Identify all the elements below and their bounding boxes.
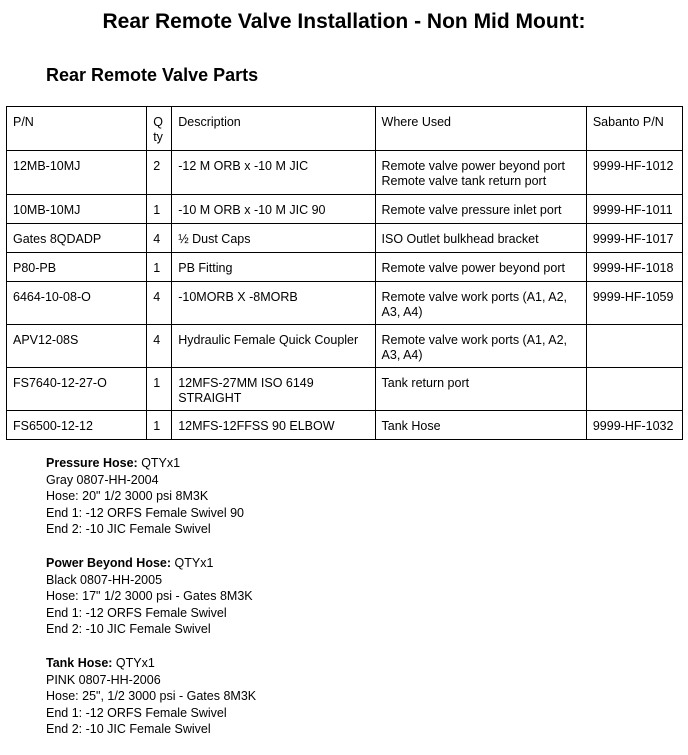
table-row (7, 195, 683, 224)
cell-description: -10 M ORB x -10 M JIC 90 (172, 195, 375, 224)
table-row (7, 151, 683, 195)
where-used-line: A3, A4) (381, 305, 423, 319)
cell-pn: Gates 8QDADP (7, 224, 147, 253)
cell-pn: 6464-10-08-O (7, 282, 147, 325)
where-used-line: Remote valve work ports (A1, A2, (381, 290, 568, 304)
hose-qty: QTYx1 (171, 555, 214, 570)
hose-color-pn: Gray 0807-HH-2004 (46, 472, 159, 487)
hose-block-pressure (46, 455, 256, 538)
hose-qty: QTYx1 (112, 655, 155, 670)
where-used-line: A3, A4) (381, 348, 423, 362)
hose-end-2: End 2: -10 JIC Female Swivel (46, 722, 211, 737)
cell-description: ½ Dust Caps (172, 224, 375, 253)
hose-spec: Hose: 17" 1/2 3000 psi - Gates 8M3K (46, 589, 253, 604)
cell-qty: 1 (147, 253, 172, 282)
hose-end-1: End 1: -12 ORFS Female Swivel (46, 705, 227, 720)
hose-heading (46, 655, 256, 672)
table-row (7, 224, 683, 253)
description-line: STRAIGHT (178, 391, 242, 405)
cell-qty: 2 (147, 151, 172, 195)
table-row (7, 253, 683, 282)
table-header-row (7, 107, 683, 151)
hose-color-pn: PINK 0807-HH-2006 (46, 672, 161, 687)
hose-end-2: End 2: -10 JIC Female Swivel (46, 622, 211, 637)
header-qty-line1: Q (153, 115, 163, 129)
cell-sabanto-pn: 9999-HF-1011 (586, 195, 682, 224)
hose-qty: QTYx1 (137, 456, 181, 470)
cell-sabanto-pn: 9999-HF-1032 (586, 411, 682, 440)
hose-name: Tank Hose: (46, 655, 113, 670)
cell-description (172, 368, 375, 411)
description-line: 12MFS-27MM ISO 6149 (178, 376, 314, 390)
cell-description: 12MFS-12FFSS 90 ELBOW (172, 411, 375, 440)
section-title: Rear Remote Valve Parts (46, 65, 259, 85)
cell-where-used: Remote valve pressure inlet port (375, 195, 586, 224)
hose-heading (46, 555, 256, 572)
cell-sabanto-pn (586, 325, 682, 368)
cell-qty: 1 (147, 411, 172, 440)
cell-where-used: ISO Outlet bulkhead bracket (375, 224, 586, 253)
parts-table (6, 106, 683, 440)
header-qty (147, 107, 172, 151)
cell-where-used: Tank Hose (375, 411, 586, 440)
header-description: Description (172, 107, 375, 151)
where-used-line: Remote valve work ports (A1, A2, (381, 333, 568, 347)
header-qty-line2: ty (153, 130, 163, 144)
header-pn: P/N (7, 107, 147, 151)
hose-block-power-beyond (46, 555, 256, 638)
table-row (7, 411, 683, 440)
where-used-line: Remote valve tank return port (381, 174, 547, 188)
cell-pn: APV12-08S (7, 325, 147, 368)
cell-sabanto-pn: 9999-HF-1018 (586, 253, 682, 282)
hose-spec: Hose: 25", 1/2 3000 psi - Gates 8M3K (46, 689, 257, 704)
cell-qty: 1 (147, 368, 172, 411)
cell-sabanto-pn: 9999-HF-1012 (586, 151, 682, 195)
cell-pn: 12MB-10MJ (7, 151, 147, 195)
table-row (7, 282, 683, 325)
hose-color-pn: Black 0807-HH-2005 (46, 572, 163, 587)
cell-description: PB Fitting (172, 253, 375, 282)
cell-description: -12 M ORB x -10 M JIC (172, 151, 375, 195)
hose-name: Pressure Hose: (46, 456, 138, 470)
cell-where-used (375, 325, 586, 368)
cell-pn: P80-PB (7, 253, 147, 282)
header-where-used: Where Used (375, 107, 586, 151)
header-sabanto-pn: Sabanto P/N (586, 107, 682, 151)
cell-qty: 4 (147, 224, 172, 253)
hose-block-tank (46, 655, 256, 738)
cell-sabanto-pn: 9999-HF-1059 (586, 282, 682, 325)
hose-end-1: End 1: -12 ORFS Female Swivel (46, 605, 227, 620)
cell-sabanto-pn: 9999-HF-1017 (586, 224, 682, 253)
hose-list (46, 455, 256, 755)
cell-qty: 4 (147, 325, 172, 368)
cell-qty: 1 (147, 195, 172, 224)
cell-description: -10MORB X -8MORB (172, 282, 375, 325)
hose-end-1: End 1: -12 ORFS Female Swivel 90 (46, 505, 244, 520)
cell-pn: FS6500-12-12 (7, 411, 147, 440)
cell-where-used (375, 151, 586, 195)
cell-pn: 10MB-10MJ (7, 195, 147, 224)
page-title: Rear Remote Valve Installation - Non Mid Mount: (102, 10, 586, 33)
where-used-line: Remote valve power beyond port (381, 159, 565, 173)
cell-description: Hydraulic Female Quick Coupler (172, 325, 375, 368)
cell-where-used: Tank return port (375, 368, 586, 411)
hose-end-2: End 2: -10 JIC Female Swivel (46, 522, 211, 537)
cell-qty: 4 (147, 282, 172, 325)
table-row (7, 325, 683, 368)
cell-sabanto-pn (586, 368, 682, 411)
cell-pn: FS7640-12-27-O (7, 368, 147, 411)
hose-heading (46, 455, 256, 472)
cell-where-used: Remote valve power beyond port (375, 253, 586, 282)
hose-name: Power Beyond Hose: (46, 555, 172, 570)
cell-where-used (375, 282, 586, 325)
hose-spec: Hose: 20" 1/2 3000 psi 8M3K (46, 489, 209, 504)
table-row (7, 368, 683, 411)
